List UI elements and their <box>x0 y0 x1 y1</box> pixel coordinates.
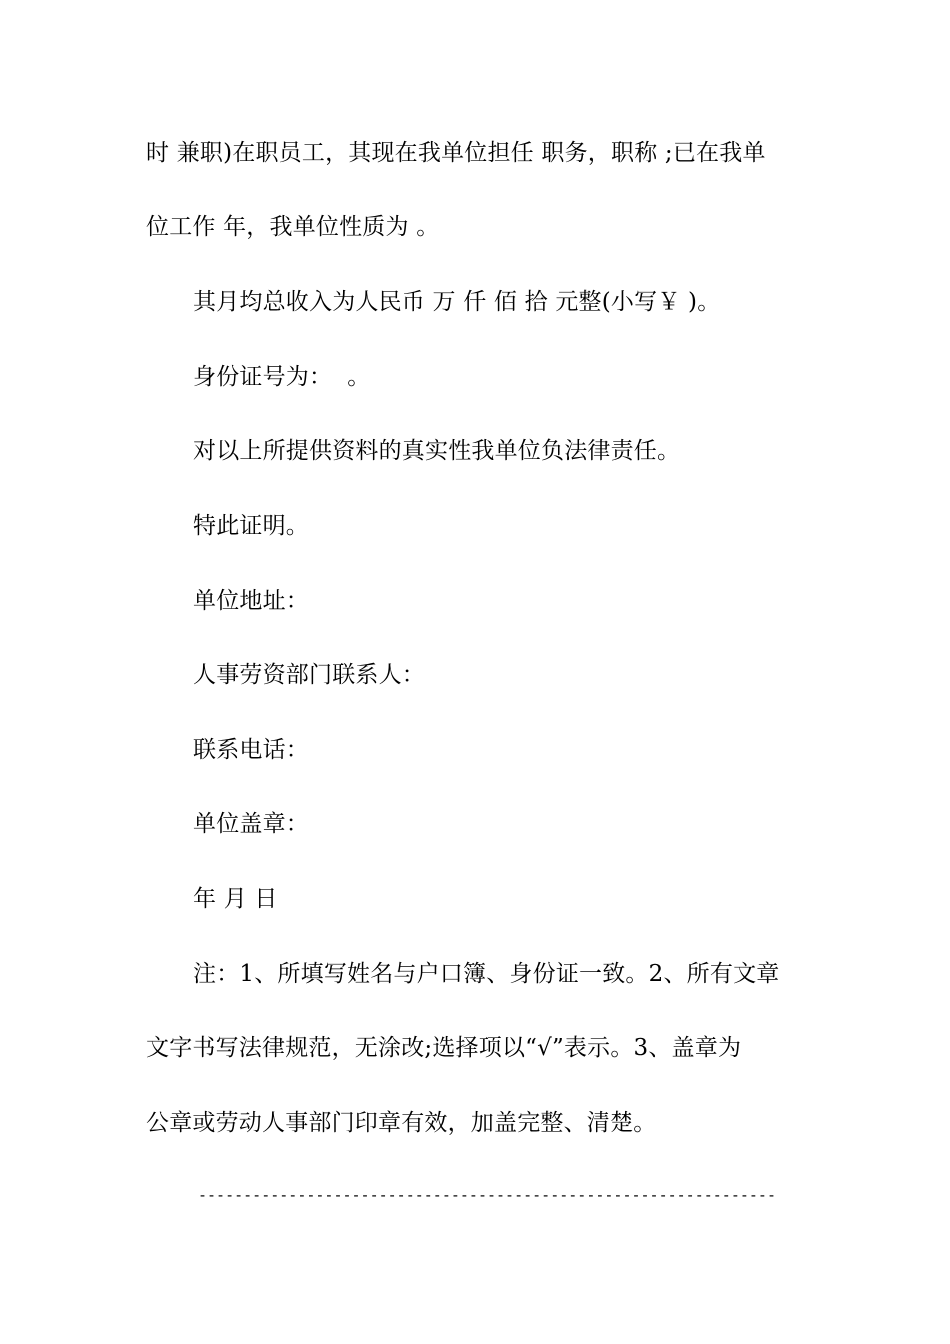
paragraph-1-line-2: 位工作 年，我单位性质为 。 <box>146 214 440 240</box>
income-line: 其月均总收入为人民币 万 仟 佰 拾 元整(小写￥ )。 <box>193 289 721 315</box>
responsibility-line: 对以上所提供资料的真实性我单位负法律责任。 <box>193 438 681 464</box>
address-label: 单位地址： <box>193 588 309 614</box>
paragraph-1-line-1: 时 兼职)在职员工，其现在我单位担任 职务，职称 ;已在我单 <box>146 140 766 166</box>
hr-contact-label: 人事劳资部门联系人： <box>193 662 425 688</box>
date-line: 年 月 日 <box>193 886 278 912</box>
certify-line: 特此证明。 <box>193 513 309 539</box>
seal-label: 单位盖章： <box>193 811 309 837</box>
note-line-2: 文字书写法律规范，无涂改;选择项以“√”表示。3、盖章为 <box>146 1035 742 1061</box>
dashed-separator: ---------------------------------------------------------------- <box>198 1186 776 1204</box>
note-line-3: 公章或劳动人事部门印章有效，加盖完整、清楚。 <box>146 1110 657 1136</box>
id-number-line: 身份证号为： 。 <box>193 364 371 390</box>
phone-label: 联系电话： <box>193 737 309 763</box>
note-line-1: 注：1、所填写姓名与户口簿、身份证一致。2、所有文章 <box>193 961 780 987</box>
